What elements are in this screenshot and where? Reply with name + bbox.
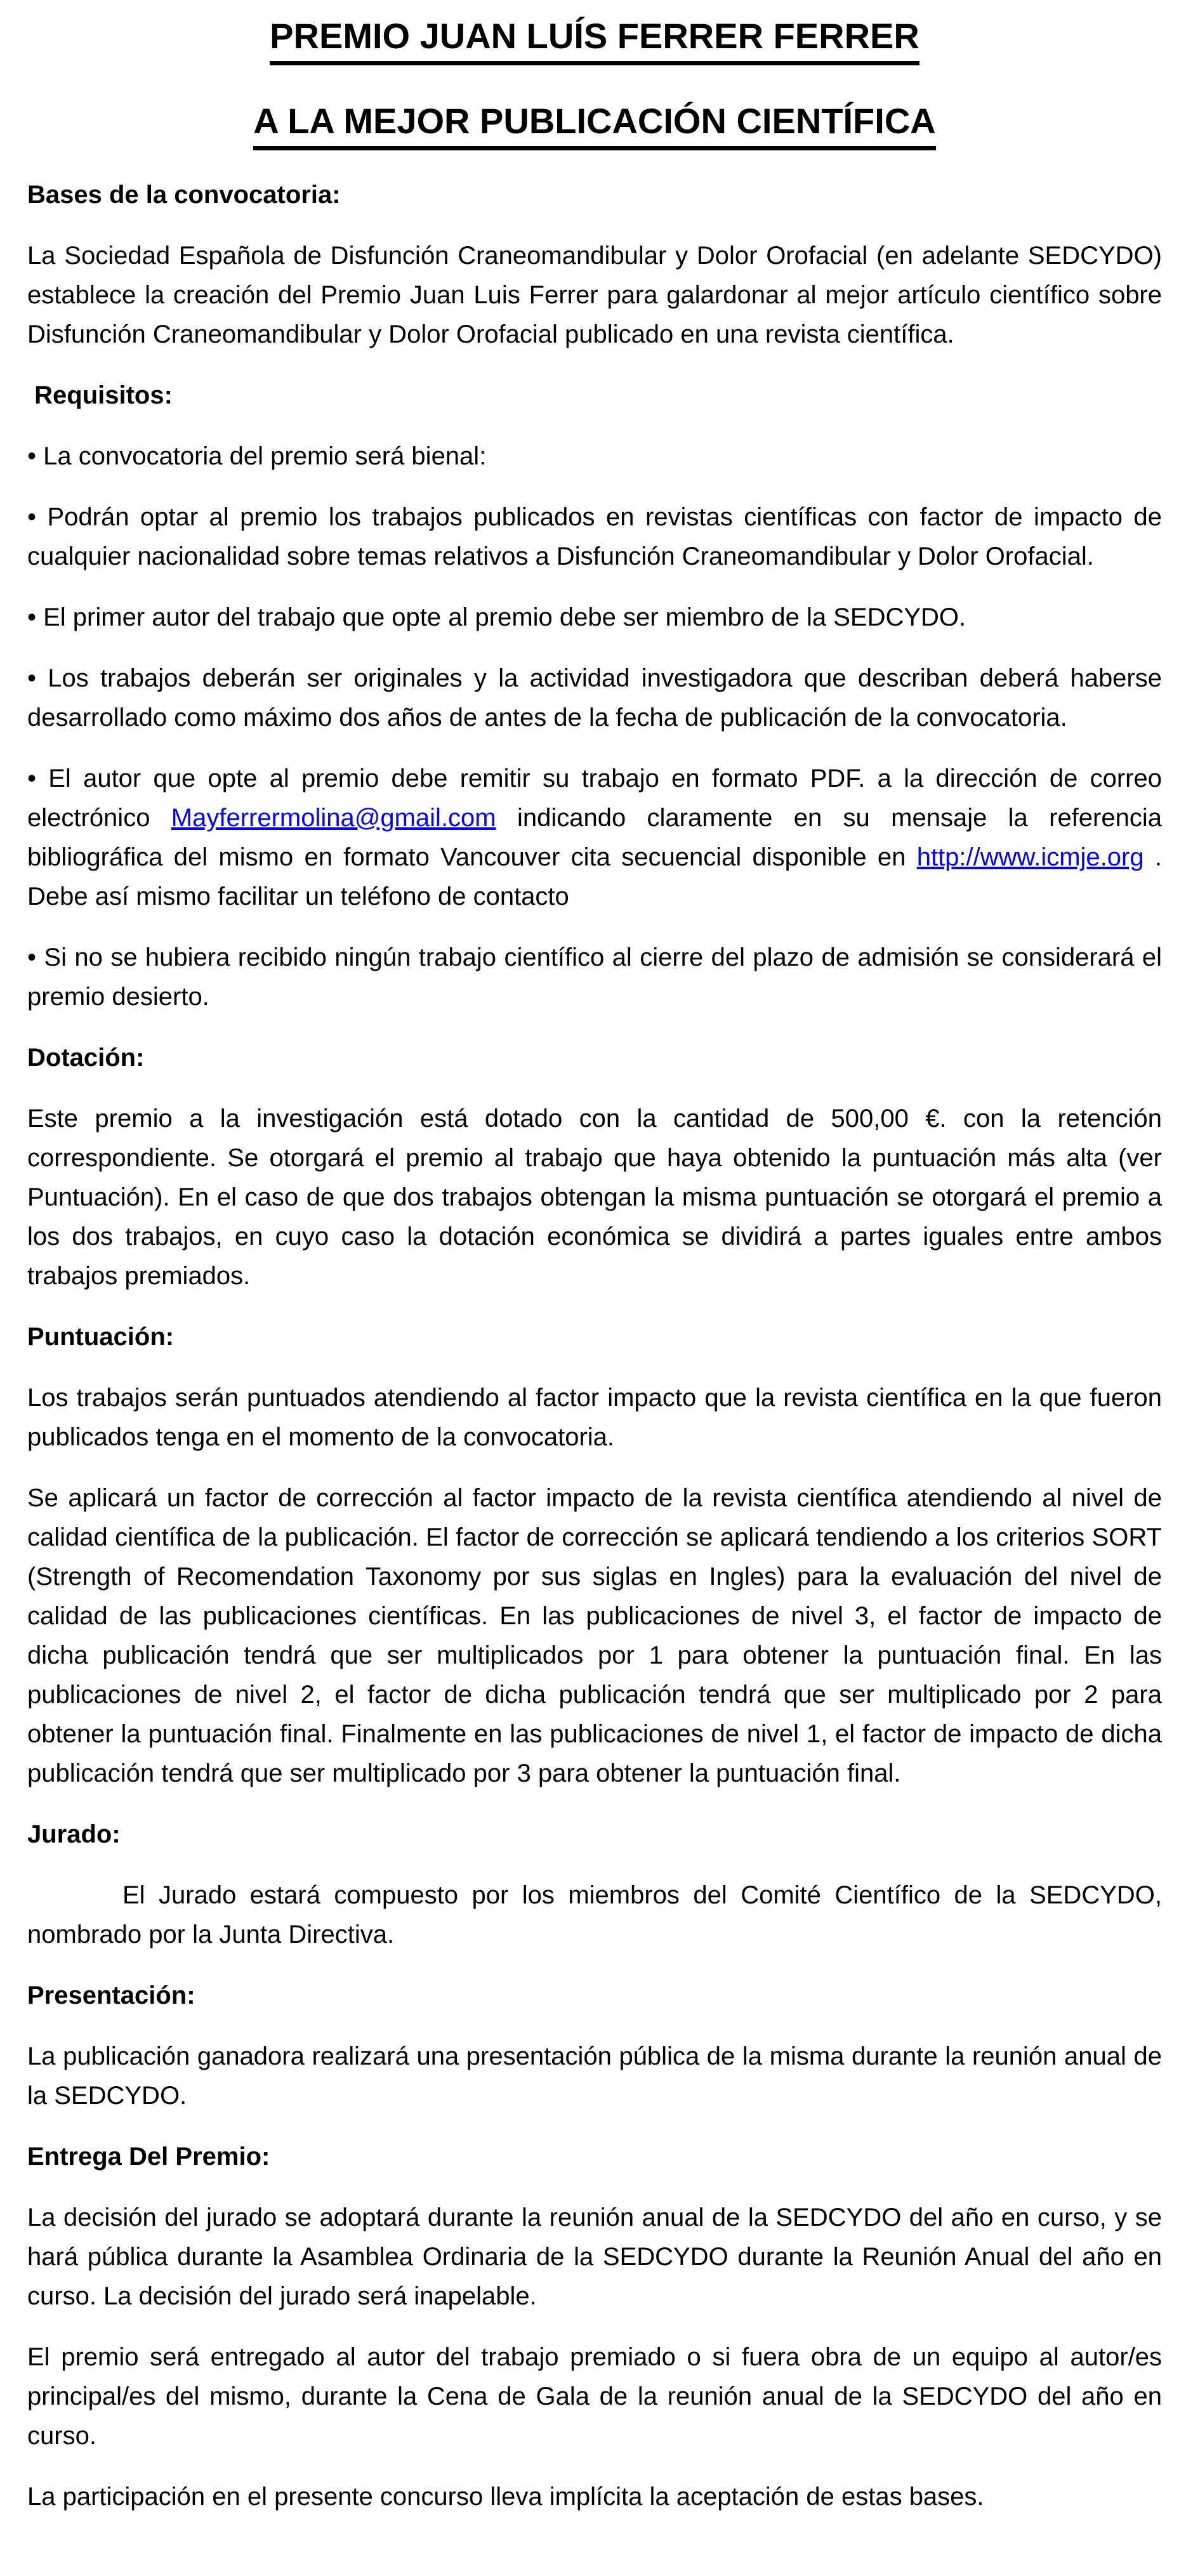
section-heading-jurado: Jurado: — [27, 1820, 121, 1848]
section-heading-dotacion: Dotación: — [27, 1044, 145, 1072]
section-heading-presentacion: Presentación: — [27, 1981, 195, 2009]
paragraph-puntuacion-1: Los trabajos serán puntuados atendiendo al factor impacto que la revista científica en la que fueron publicados tenga en el momento de la convocatoria. — [27, 1384, 1162, 1451]
section-heading-puntuacion: Puntuación: — [27, 1323, 175, 1351]
email-link[interactable]: Mayferrermolina@gmail.com — [171, 804, 496, 832]
paragraph-entrega-1: La decisión del jurado se adoptará durante la reunión anual de la SEDCYDO del año en curso, y se hará pública durante la Asamblea Ordinaria de la SEDCYDO durante la Reunión Anual del año en curso. La decisión del jurado será inapelable. — [27, 2204, 1162, 2310]
doc-title-line2: A LA MEJOR PUBLICACIÓN CIENTÍFICA — [253, 101, 935, 150]
bullet-item-primer-autor: • El primer autor del trabajo que opte al premio debe ser miembro de la SEDCYDO. — [27, 603, 966, 631]
bullet-item-bienal: • La convocatoria del premio será bienal: — [27, 442, 487, 470]
doc-title-line1-wrap — [27, 14, 1162, 58]
bullet-envio-text-mid: indicando claramente en su mensaje la referencia bibliográfica del mismo en formato Vancouver cita secuencial disponible en — [27, 804, 1162, 871]
bullet-item-desierto: • Si no se hubiera recibido ningún trabajo científico al cierre del plazo de admisión se considerará el premio desierto. — [27, 943, 1162, 1011]
section-heading-entrega: Entrega Del Premio: — [27, 2143, 270, 2171]
bullet-envio-text-pre: • El autor que opte al premio debe remitir su trabajo en formato PDF. a la dirección de correo electrónico — [27, 765, 1162, 832]
paragraph-entrega-3: La participación en el presente concurso lleva implícita la aceptación de estas bases. — [27, 2483, 984, 2511]
paragraph-bases-intro: La Sociedad Española de Disfunción Craneomandibular y Dolor Orofacial (en adelante SEDCYDO) establece la creación del Premio Juan Luis Ferrer para galardonar al mejor artículo científico sobre Disfunción Craneomandibular y Dolor Orofacial publicado en una revista científica. — [27, 242, 1162, 348]
doc-title-line2-wrap — [27, 99, 1162, 143]
bullet-envio-text-post: . Debe así mismo facilitar un teléfono de contacto — [27, 843, 1162, 910]
paragraph-presentacion: La publicación ganadora realizará una presentación pública de la misma durante la reunión anual de la SEDCYDO. — [27, 2042, 1162, 2110]
paragraph-entrega-2: El premio será entregado al autor del trabajo premiado o si fuera obra de un equipo al autor/es principal/es del mismo, durante la Cena de Gala de la reunión anual de la SEDCYDO del año en curso. — [27, 2343, 1162, 2450]
paragraph-jurado: El Jurado estará compuesto por los miembros del Comité Científico de la SEDCYDO, nombrado por la Junta Directiva. — [27, 1881, 1162, 1948]
section-heading-requisitos: Requisitos: — [27, 381, 173, 409]
paragraph-puntuacion-2: Se aplicará un factor de corrección al factor impacto de la revista científica atendiendo al nivel de calidad científica de la publicación. El factor de corrección se aplicará tendiendo a los criterios SORT (Strength of Recomendation Taxonomy por sus siglas en Ingles) para la evaluación del nivel de calidad de las publicaciones científicas. En las publicaciones de nivel 3, el factor de impacto de dicha publicación tendrá que ser multiplicados por 1 para obtener la puntuación final. En las publicaciones de nivel 2, el factor de dicha publicación tendrá que ser multiplicado por 2 para obtener la puntuación final. Finalmente en las publicaciones de nivel 1, el factor de impacto de dicha publicación tendrá que ser multiplicado por 3 para obtener la puntuación final. — [27, 1484, 1162, 1787]
bullet-item-originales: • Los trabajos deberán ser originales y la actividad investigadora que describan deberá haberse desarrollado como máximo dos años de antes de la fecha de publicación de la convocatoria. — [27, 664, 1162, 732]
paragraph-dotacion: Este premio a la investigación está dotado con la cantidad de 500,00 €. con la retención correspondiente. Se otorgará el premio al trabajo que haya obtenido la puntuación más alta (ver Puntuación). En el caso de que dos trabajos obtengan la misma puntuación se otorgará el premio a los dos trabajos, en cuyo caso la dotación económica se dividirá a partes iguales entre ambos trabajos premiados. — [27, 1105, 1162, 1290]
section-heading-bases: Bases de la convocatoria: — [27, 181, 341, 209]
bullet-item-podran: • Podrán optar al premio los trabajos publicados en revistas científicas con factor de impacto de cualquier nacionalidad sobre temas relativos a Disfunción Craneomandibular y Dolor Orofacial. — [27, 503, 1162, 570]
bullet-item-envio — [27, 759, 1162, 916]
doc-title-line1: PREMIO JUAN LUÍS FERRER FERRER — [270, 16, 919, 65]
icmje-url-link[interactable]: http://www.icmje.org — [916, 843, 1144, 871]
